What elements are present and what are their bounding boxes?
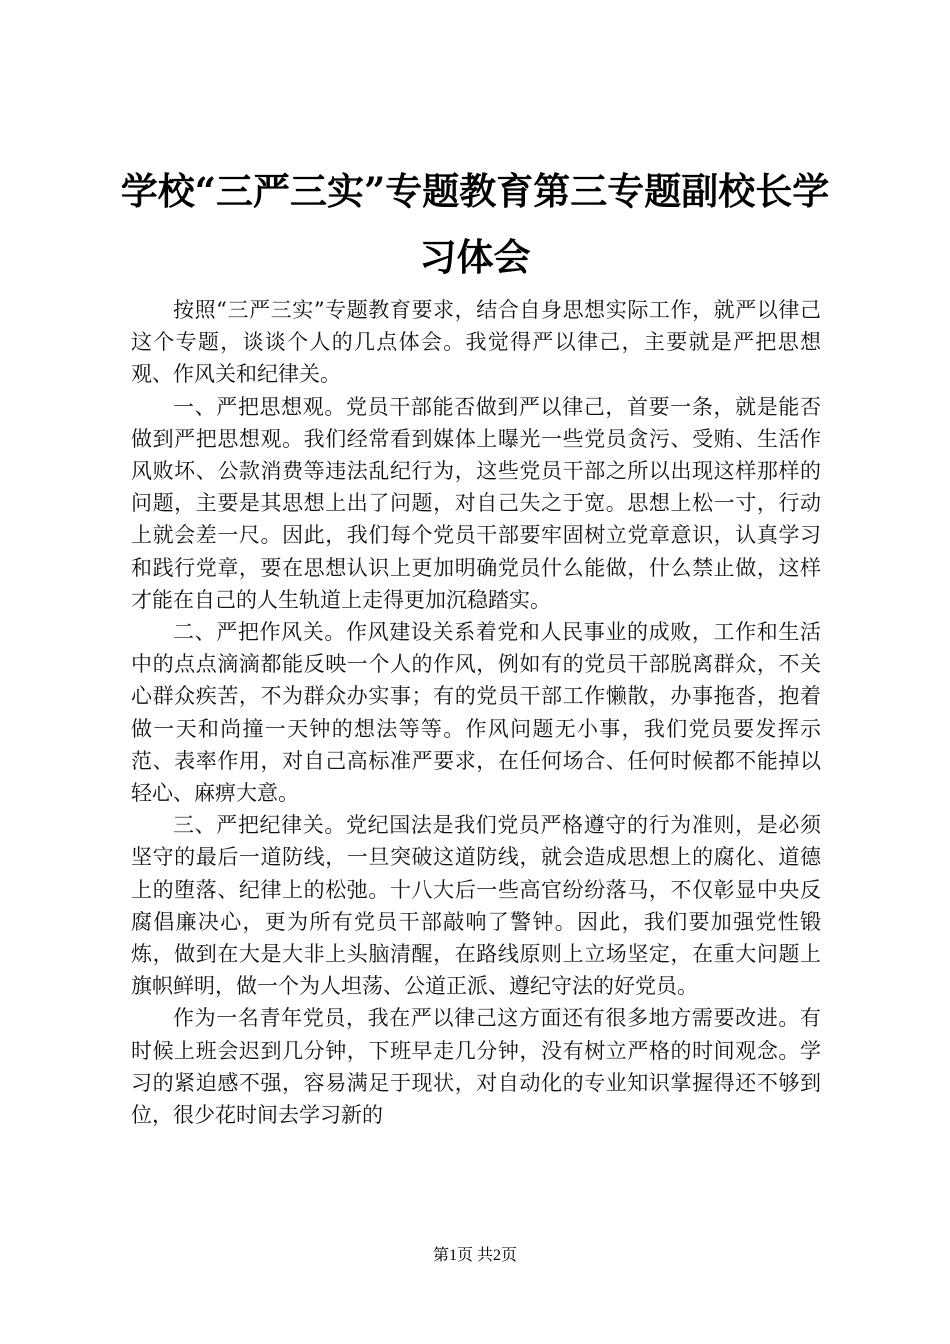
paragraph-self-reflection: 作为一名青年党员，我在严以律己这方面还有很多地方需要改进。有时候上班会迟到几分钟，下班早走几分钟，没有树立严格的时间观念。学习的紧迫感不强，容易满足于现状，对自动化的专业知识掌握得还不够到位，很少花时间去学习新的	[131, 1006, 821, 1128]
document-title: 学校“三严三实”专题教育第三专题副校长学习体会	[120, 169, 830, 279]
page-number-footer: 第1页 共2页	[432, 1247, 517, 1264]
paragraph-style: 二、严把作风关。作风建设关系着党和人民事业的成败，工作和生活中的点点滴滴都能反映一个人的作风，例如有的党员干部脱离群众，不关心群众疾苦，不为群众办实事；有的党员干部工作懒散，办事拖沓，抱着做一天和尚撞一天钟的想法等等。作风问题无小事，我们党员要发挥示范、表率作用，对自己高标准严要求，在任何场合、任何时候都不能掉以轻心、麻痹大意。	[131, 620, 821, 806]
document-body	[131, 294, 821, 1131]
paragraph-discipline: 三、严把纪律关。党纪国法是我们党员严格遵守的行为准则，是必须坚守的最后一道防线，一旦突破这道防线，就会造成思想上的腐化、道德上的堕落、纪律上的松弛。十八大后一些高官纷纷落马，不仅彰显中央反腐倡廉决心，更为所有党员干部敲响了警钟。因此，我们要加强党性锻炼，做到在大是大非上头脑清醒，在路线原则上立场坚定，在重大问题上旗帜鲜明，做一个为人坦荡、公道正派、遵纪守法的好党员。	[131, 813, 821, 999]
paragraph-thought: 一、严把思想观。党员干部能否做到严以律己，首要一条，就是能否做到严把思想观。我们经常看到媒体上曝光一些党员贪污、受贿、生活作风败坏、公款消费等违法乱纪行为，这些党员干部之所以出现这样那样的问题，主要是其思想上出了问题，对自己失之于宽。思想上松一寸，行动上就会差一尺。因此，我们每个党员干部要牢固树立党章意识，认真学习和践行党章，要在思想认识上更加明确党员什么能做，什么禁止做，这样才能在自己的人生轨道上走得更加沉稳踏实。	[131, 394, 821, 612]
paragraph-intro: 按照“三严三实”专题教育要求，结合自身思想实际工作，就严以律己这个专题，谈谈个人的几点体会。我觉得严以律己，主要就是严把思想观、作风关和纪律关。	[131, 298, 821, 387]
